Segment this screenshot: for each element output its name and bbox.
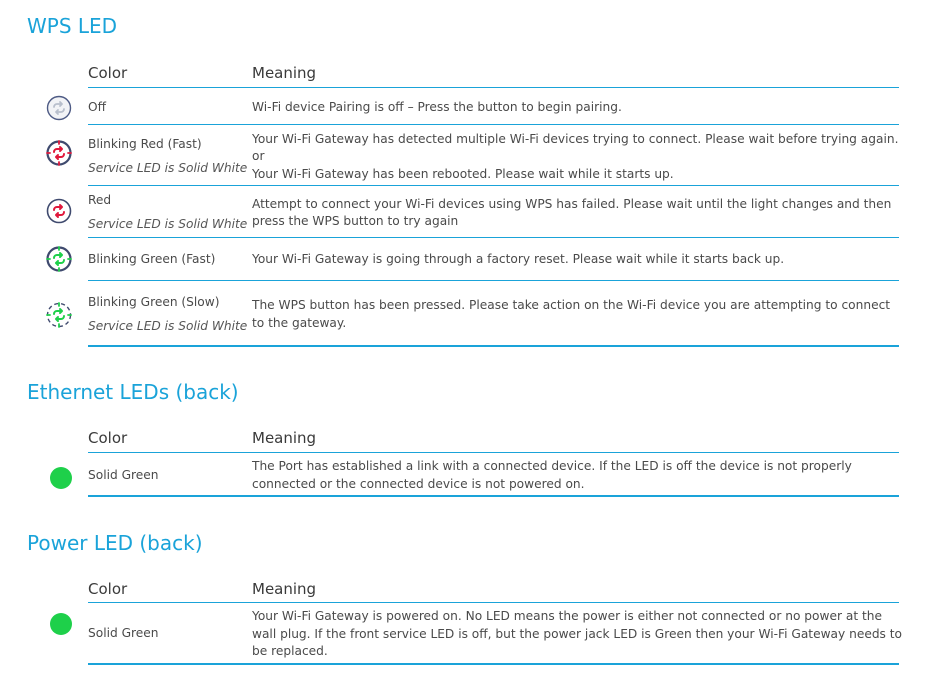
power-row-meaning: be replaced. [252,644,328,658]
wps-row-meaning: Your Wi-Fi Gateway is going through a factory reset. Please wait while it starts back up. [252,252,785,266]
row-divider [88,237,899,238]
wps-row-sub: Service LED is Solid White [88,161,248,175]
wps-meaning-header: Meaning [252,64,317,82]
power-row-meaning: wall plug. If the front service LED is off, but the power jack LED is Green then your Wi-Fi Gateway needs to [252,627,903,641]
wps-row-meaning: The WPS button has been pressed. Please take action on the Wi-Fi device you are attempting to connect [252,298,891,312]
wps-row-color: Blinking Green (Fast) [88,252,216,266]
wps-row-meaning: press the WPS button to try again [252,214,459,228]
ethernet-table-bottom [88,495,899,497]
power-color-header: Color [88,580,128,598]
ethernet-header-divider [88,452,899,453]
wps-row-meaning: Attempt to connect your Wi-Fi devices using WPS has failed. Please wait until the light changes and then [252,197,892,211]
power-row-color: Solid Green [88,626,159,640]
wps-color-header: Color [88,64,128,82]
wps-header-divider [88,87,899,88]
wps-row-meaning: to the gateway. [252,316,347,330]
power-meaning-header: Meaning [252,580,317,598]
wps-row-meaning: Your Wi-Fi Gateway has detected multiple Wi-Fi devices trying to connect. Please wait before trying again. [252,132,899,146]
row-divider [88,280,899,281]
ethernet-row-meaning: connected or the connected device is not powered on. [252,477,585,491]
wps-row-color: Red [88,193,112,207]
green-led-icon [50,613,72,635]
green-led-icon [50,467,72,489]
ethernet-row-meaning: The Port has established a link with a connected device. If the LED is off the device is not properly [252,459,852,473]
wps-row-color: Blinking Green (Slow) [88,295,220,309]
ethernet-meaning-header: Meaning [252,429,317,447]
power-row-meaning: Your Wi-Fi Gateway is powered on. No LED means the power is either not connected or no power at the [252,609,882,623]
wps-blinking-red-fast-icon [46,140,72,166]
wps-blinking-green-slow-icon [46,302,72,328]
wps-table-bottom [88,345,899,347]
wps-section-title: WPS LED [27,14,118,38]
wps-row-meaning: Wi-Fi device Pairing is off – Press the button to begin pairing. [252,100,622,114]
wps-row-color: Off [88,100,106,114]
power-section-title: Power LED (back) [27,531,203,555]
wps-row-sub: Service LED is Solid White [88,319,248,333]
wps-red-icon [46,198,72,224]
power-table-bottom [88,663,899,665]
ethernet-color-header: Color [88,429,128,447]
row-divider [88,124,899,125]
wps-row-color: Blinking Red (Fast) [88,137,202,151]
wps-row-meaning: or [252,149,265,163]
wps-off-icon [46,95,72,121]
power-header-divider [88,602,899,603]
wps-row-sub: Service LED is Solid White [88,217,248,231]
row-divider [88,185,899,186]
wps-row-meaning: Your Wi-Fi Gateway has been rebooted. Please wait while it starts up. [252,167,674,181]
ethernet-row-color: Solid Green [88,468,159,482]
wps-blinking-green-fast-icon [46,246,72,272]
ethernet-section-title: Ethernet LEDs (back) [27,380,239,404]
